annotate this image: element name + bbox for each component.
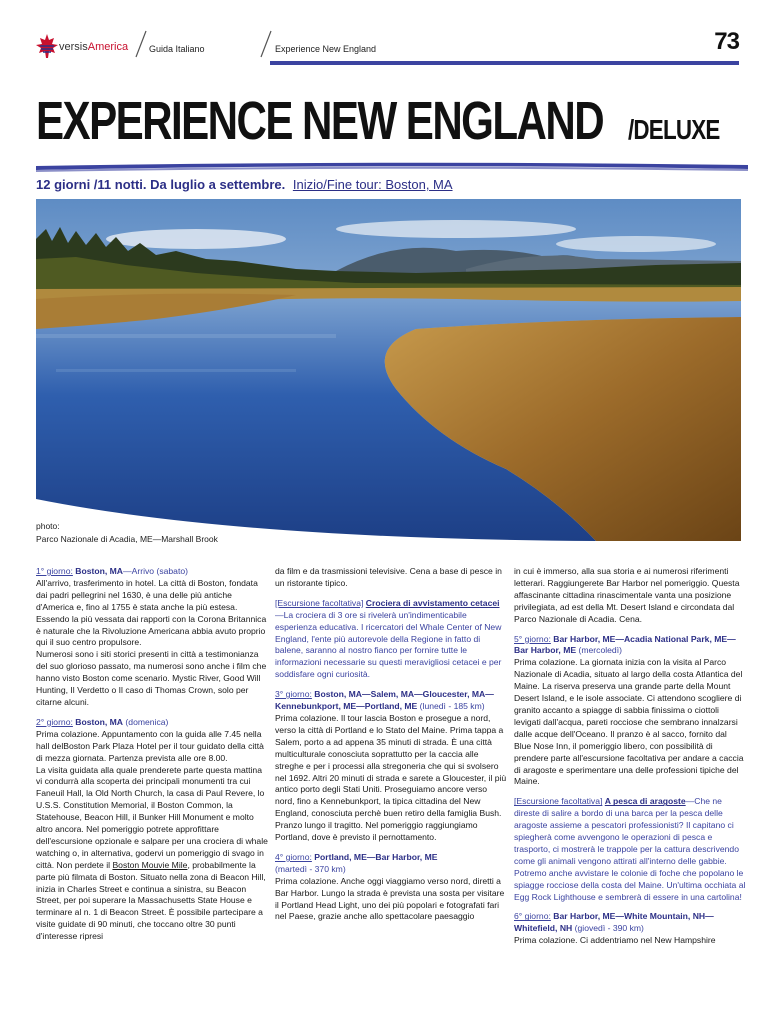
caption-label: photo: bbox=[36, 521, 60, 531]
excursion-label: [Escursione facoltativa] bbox=[514, 796, 603, 807]
day-text: , probabilmente la parte più filmata di Boston. Situato nella zona di Beacon Hill, inizia in Charles Street e continua a sinistra, su Beacon Street, per poi superare la Massachusetts State House e terminare al n. 1 di Beacon Street. È possibile partecipare a visite guidate di 90 minuti, che toccano oltre 30 punti d'interesse ripresi bbox=[36, 859, 266, 942]
day-place: Boston, MA bbox=[75, 716, 124, 727]
maple-leaf-icon bbox=[35, 33, 59, 59]
header-slash-divider bbox=[135, 30, 147, 58]
day-3-block bbox=[275, 689, 507, 844]
day-label: 3° giorno: bbox=[275, 689, 312, 700]
day-text: Prima colazione. Il tour lascia Boston e prosegue a nord, verso la città di Portland e lo Stato del Maine. Prima tappa a Salem, porto a ad appena 35 minuti di strada. È una città multiculturale conosciuta soprattutto per la caccia alle streghe e per i processi alla stregoneria che qui si svolsero nel 1692. Altri 20 minuti di strada e sarete a Gloucester, il più antico porto degli Stati Uniti. Proseguiamo ancore verso nord, fino a Kennebunkport, la tipica cittadina del New England, conosciuta perchè buen retiro della famiglia Bush. Pranzo lungo il tragitto. Nel pomeriggio raggiungiamo Portland, dove è previsto il pernottamento. bbox=[275, 712, 507, 843]
day-place: Boston, MA bbox=[75, 566, 124, 576]
day-1-block bbox=[36, 566, 268, 709]
excursion-label: [Escursione facoltativa] bbox=[275, 597, 364, 608]
logo-part-b: America bbox=[87, 41, 129, 53]
day-note: (lunedì - 185 km) bbox=[419, 701, 485, 712]
day-text: Prima colazione. Ci addentriamo nel New Hampshire bbox=[514, 935, 716, 946]
title-main: EXPERIENCE NEW ENGLAND bbox=[36, 91, 604, 151]
photo-caption bbox=[36, 520, 218, 546]
optional-excursion-block bbox=[514, 796, 746, 903]
header-guide-language: Guida Italiano bbox=[149, 44, 205, 54]
excursion-text: —Che ne direste di salire a bordo di una barca per la pesca delle aragoste assieme a pescatori professionisti? Il capitano ci spiegherà come avvengono le operazioni di pesca e trasporto, ci mostrerà le trappole per la cattura descrivendo come gli animali vengono attirati all'interno delle gabbie. Potremo anche avvistare le colonie di foche che popolano le spiagge rocciose della costa del Maine. Un'ultima occhiata al Egg Rock Lighthouse e sembrerà di essere in una cartolina! bbox=[514, 796, 746, 902]
day-note: (giovedì - 390 km) bbox=[574, 923, 644, 934]
title-swoosh-divider bbox=[36, 160, 748, 174]
logo-part-a: versis bbox=[59, 41, 88, 53]
continued-text: da film e da trasmissioni televisive. Cena a base di pesce in un ristorante tipico. bbox=[275, 566, 502, 588]
day-place: Portland, ME—Bar Harbor, ME bbox=[314, 851, 438, 862]
acadia-landscape-photo bbox=[36, 199, 741, 541]
logo-wordmark bbox=[59, 41, 128, 53]
header-slash-divider bbox=[260, 30, 272, 58]
title-suffix: /DELUXE bbox=[628, 114, 720, 145]
itinerary-column-1 bbox=[36, 566, 268, 951]
day-5-block bbox=[514, 634, 746, 789]
boston-movie-mile-link[interactable]: Boston Mouvie Mile bbox=[112, 859, 188, 870]
day-label: 6° giorno: bbox=[514, 911, 551, 922]
header-section-name: Experience New England bbox=[275, 44, 377, 54]
day-text: La visita guidata alla quale prenderete parte questa mattina vi condurrà alla scoperta dei principali monumenti tra cui Faneuil Hall, la Old North Church, la casa di Paul Revere, lo U.S.S. Constitution Memorial, il Boston Common, la Statehouse, Beacon Hill, il Bunker Hill Monument e molto altro ancora. Nel pomeriggio potrete approfittare dell'escursione opzionale e salpare per una crociera di whale watching o, in alternativa, godervi un pomeriggio di svago in città. Non perdete il bbox=[36, 764, 268, 870]
page-header bbox=[0, 0, 777, 70]
day-label: 5° giorno: bbox=[514, 633, 551, 644]
day-text: Prima colazione. Anche oggi viaggiamo verso nord, diretti a Bar Harbor. Lungo la strada è prevista una sosta per visitare il Portland Head Light, uno dei più popolari e fotografati fari nel Paese, grazie anche allo spettacolare paesaggio bbox=[275, 875, 505, 922]
header-rule bbox=[270, 61, 739, 65]
page-title bbox=[36, 90, 746, 150]
day-text: Numerosi sono i siti storici presenti in città a testimonianza del suo glorioso passato, ma numerosi sono anche i film che hanno visto Boston come scenario. Mystic River, Good Will Hunting, Il Verdetto o Il caso di Thomas Crown, solo per citarne alcuni. bbox=[36, 649, 267, 707]
tour-subtitle bbox=[36, 177, 453, 192]
continued-text: in cui è immerso, alla sua storia e ai numerosi riferimenti letterari. Raggiungerete Bar Harbor nel pomeriggio. Questa affascinante cittadina rinascimentale vanta una posizione privilegiata, ad est della Mt. Desert Island e circondata dal Parco Nazionale di Acadia. Cena. bbox=[514, 566, 740, 624]
day-place: Boston, MA—Salem, MA—Gloucester, MA— Kennebunkport, ME—Portland, ME bbox=[275, 689, 494, 712]
day-note: (domenica) bbox=[125, 716, 169, 727]
excursion-title[interactable]: A pesca di aragoste bbox=[604, 796, 686, 807]
optional-excursion-block bbox=[275, 598, 507, 681]
excursion-title[interactable]: Crociera di avvistamento cetacei bbox=[365, 597, 500, 608]
day-text: Prima colazione. La giornata inizia con la visita al Parco Nazionale di Acadia, situato al largo della costa Atlantica del Maine. La riserva preserva una grande parte della Mount Desert Island, e le isole associate. Ci attendono scogliere di granito accanto a spiagge di sabbia finissima o ciottoli levigati dall'acqua, pareti rocciose che sembrano innalzarsi dalle acque dell'Oceano. Il pranzo è al sacco, fornito dal Blue Nose Inn, il pomeriggio libero, con possibilità di prendere parte all'escursione facoltativa per andare a caccia di aragoste e sperimentare una delle professioni tipiche del Maine. bbox=[514, 657, 744, 787]
page-number: 73 bbox=[714, 28, 739, 55]
day-place: Bar Harbor, ME—Acadia National Park, ME—Bar Harbor, ME bbox=[514, 633, 736, 656]
tour-start-end-link[interactable]: Inizio/Fine tour: Boston, MA bbox=[292, 177, 453, 192]
caption-text: Parco Nazionale di Acadia, ME—Marshall Brook bbox=[36, 534, 218, 544]
excursion-text: —La crociera di 3 ore si rivelerà un'indimenticabile esperienza educativa. I ricercatori del Whale Center of New England, l'ente più autorevole della Regione in fatto di balene, saranno al nostro fianco per fornire tutte le informazioni necessarie su questi meravigliosi cetacei e per soddisfare ogni curiosità. bbox=[275, 609, 502, 680]
day-6-block bbox=[514, 911, 746, 947]
day-note: (mercoledì) bbox=[578, 645, 622, 656]
versis-america-logo[interactable] bbox=[35, 33, 135, 59]
day-label: 1° giorno: bbox=[36, 566, 73, 576]
tour-duration: 12 giorni /11 notti. Da luglio a settembre. bbox=[36, 177, 286, 192]
day-2-block bbox=[36, 717, 268, 943]
day-label: 4° giorno: bbox=[275, 851, 312, 862]
itinerary-column-3 bbox=[514, 566, 746, 955]
day-note: (martedì - 370 km) bbox=[275, 863, 346, 874]
day-text: Prima colazione. Appuntamento con la guida alle 7.45 nella hall delBoston Park Plaza Hotel per il tour guidato della città di mezza giornata. Partenza prevista alle ore 8.00. bbox=[36, 728, 264, 763]
day-text: All'arrivo, trasferimento in hotel. La città di Boston, fondata dai padri pellegrini nel 1630, è una delle più antiche d'America e, fino al 1755 è stata anche la più estesa. Essendo la più vessata dai rapporti con la Corona Britannica è naturale che la Rivoluzione Americana abbia avuto proprio qui il suo centro propulsore. bbox=[36, 577, 267, 648]
day-label: 2° giorno: bbox=[36, 716, 73, 727]
day-place: Bar Harbor, ME—White Mountain, NH—Whitefield, NH bbox=[514, 911, 714, 934]
day-4-block bbox=[275, 852, 507, 923]
itinerary-column-2 bbox=[275, 566, 507, 931]
day-note: —Arrivo (sabato) bbox=[123, 566, 188, 576]
